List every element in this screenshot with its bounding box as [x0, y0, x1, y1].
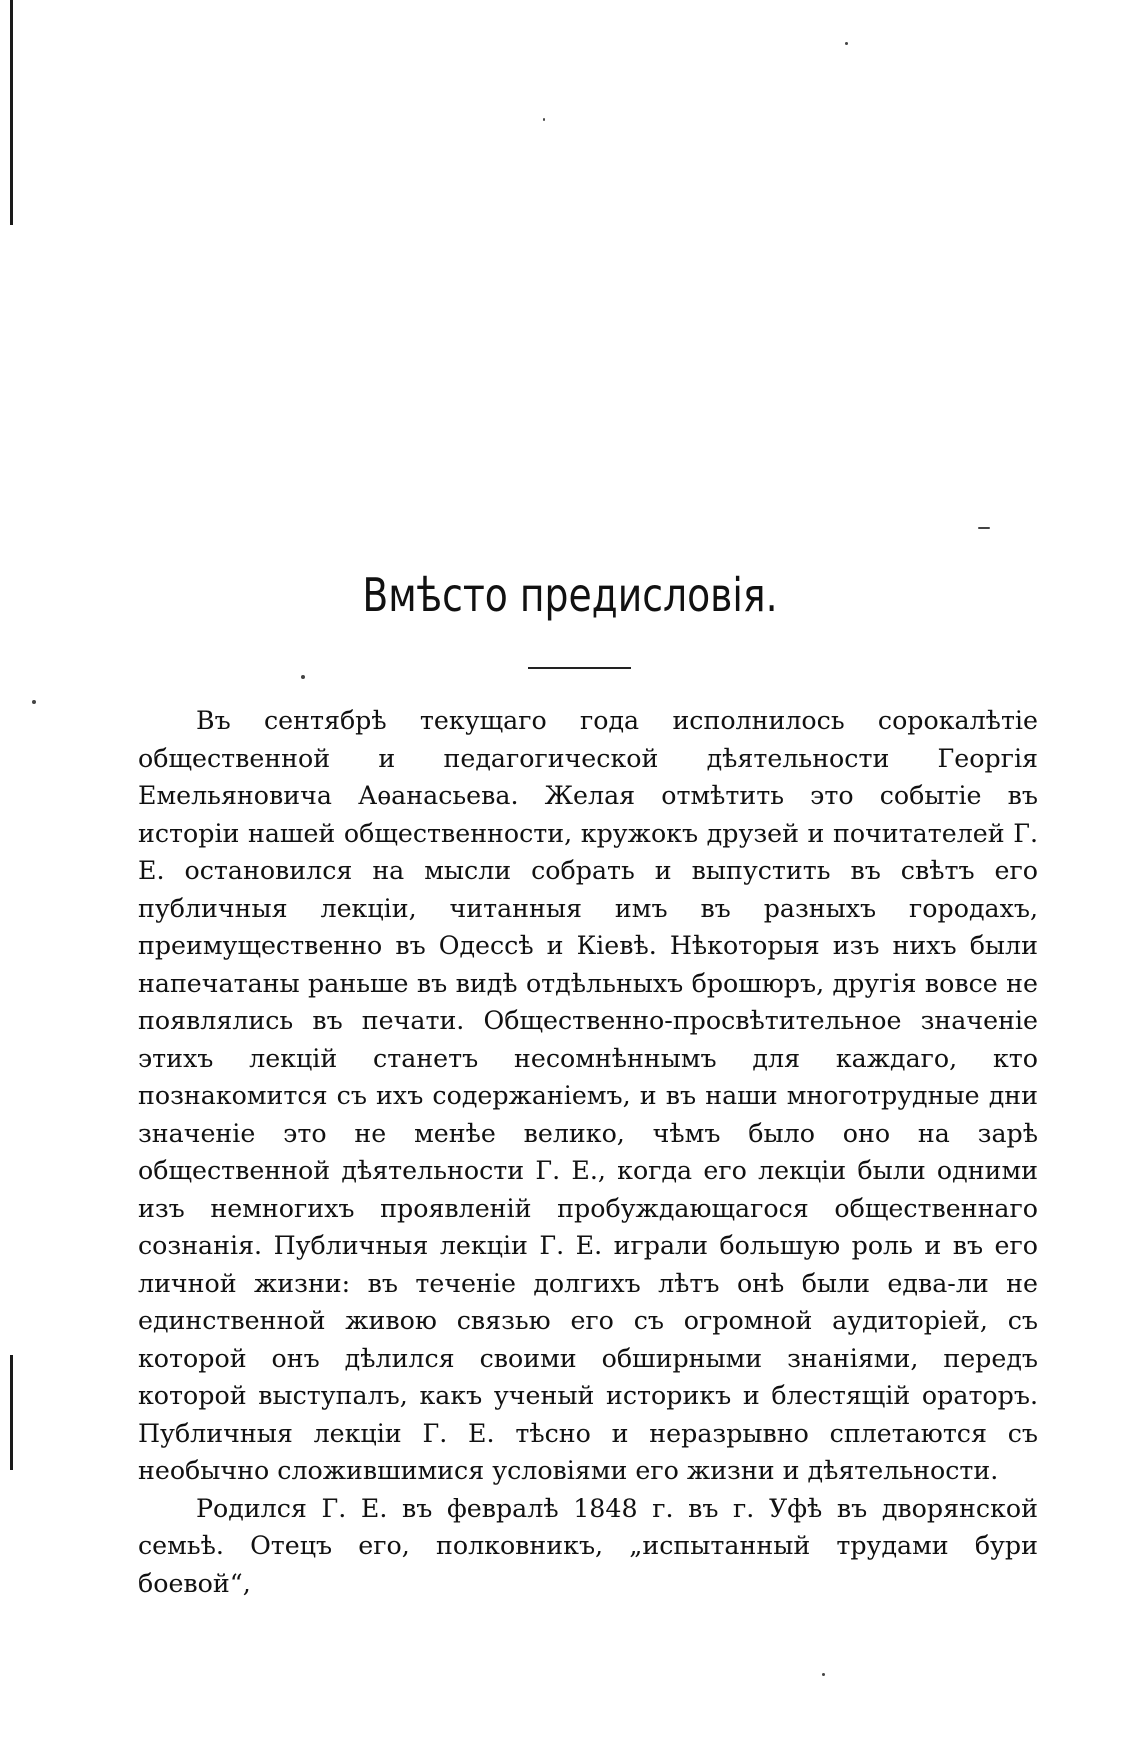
scan-edge-top: [10, 0, 13, 225]
paragraph: Въ сентябрѣ текущаго года исполнилось сорокалѣтіе общественной и педагогической дѣятельности Георгія Емельяновича Аѳанасьева. Желая отмѣтить это событіе въ исторіи нашей общественности, кружокъ друзей и почитателей Г. Е. остановился на мысли собрать и выпустить въ свѣтъ его публичныя лекціи, читанныя имъ въ разныхъ городахъ, преимущественно въ Одессѣ и Кіевѣ. Нѣкоторыя изъ нихъ были напечатаны раньше въ видѣ отдѣльныхъ брошюръ, другія вовсе не появлялись въ печати. Общественно-просвѣтительное значеніе этихъ лекцій станетъ несомнѣннымъ для каждаго, кто познакомится съ ихъ содержаніемъ, и въ наши многотрудные дни значеніе это не менѣе велико, чѣмъ было оно на зарѣ общественной дѣятельности Г. Е., когда его лекціи были одними изъ немногихъ проявленій пробуждающагося общественнаго сознанія. Публичныя лекціи Г. Е. играли большую роль и въ его личной жизни: въ теченіе долгихъ лѣтъ онѣ были едва-ли не единственной живою связью его съ огромной аудиторіей, съ которой онъ дѣлился своими обширными знаніями, передъ которой выступалъ, какъ ученый историкъ и блестящій ораторъ. Публичныя лекціи Г. Е. тѣсно и неразрывно сплетаются съ необычно сложившимися условіями его жизни и дѣятельности.: [138, 706, 1038, 1485]
scan-speck: [543, 118, 545, 121]
scan-speck: [301, 675, 305, 679]
title-rule: [528, 667, 631, 669]
page-title: Вмѣсто предисловія.: [362, 568, 778, 622]
scan-speck: [978, 527, 990, 529]
scan-speck: [32, 700, 36, 704]
scan-speck: [822, 1673, 825, 1676]
body-text: [138, 702, 1038, 1602]
paragraph: Родился Г. Е. въ февралѣ 1848 г. въ г. Уфѣ въ дворянской семьѣ. Отецъ его, полковникъ, „испытанный трудами бури боевой“,: [138, 1493, 1038, 1598]
scan-speck: [845, 42, 848, 45]
scan-edge-bottom: [10, 1355, 13, 1470]
